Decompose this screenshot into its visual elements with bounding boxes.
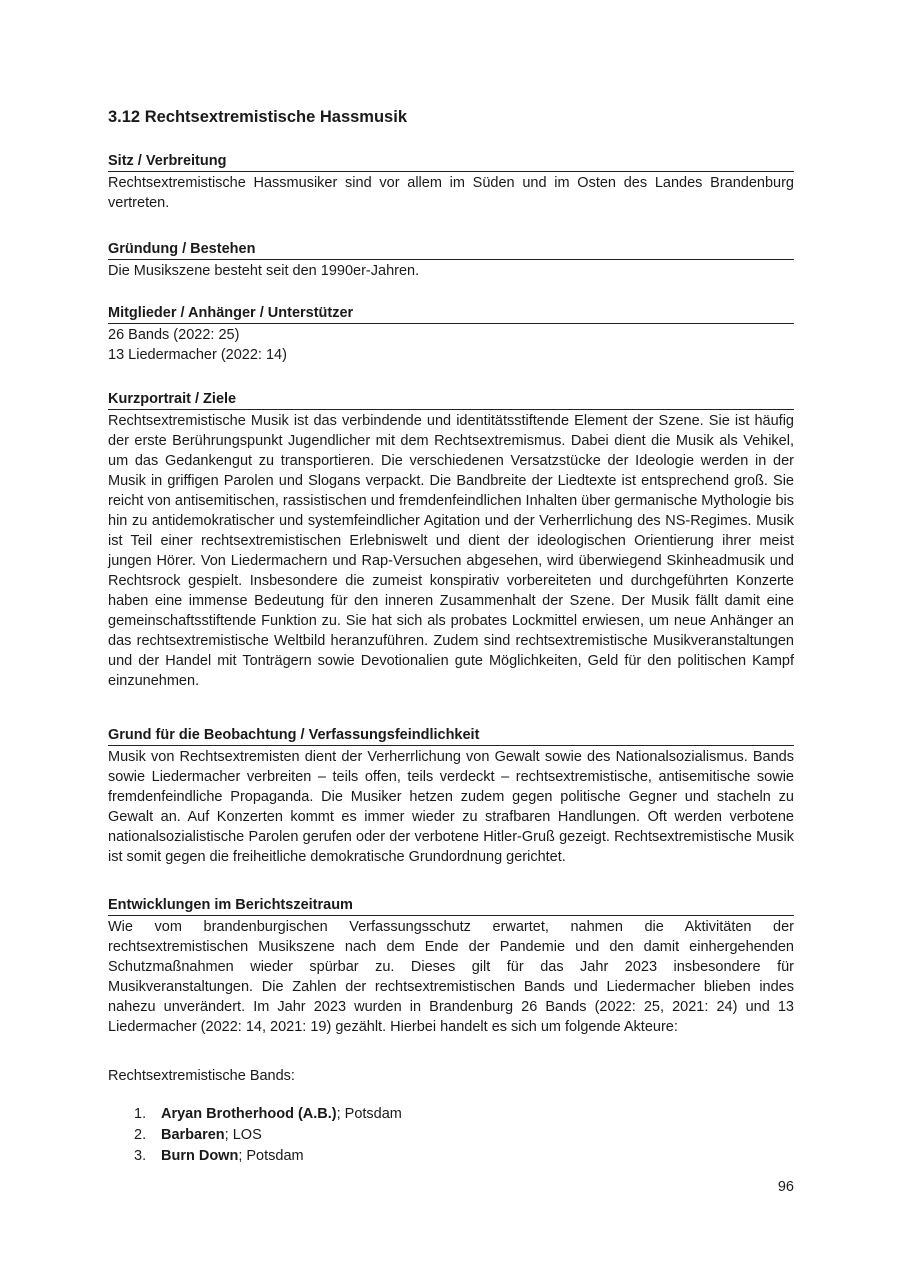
member-line: 26 Bands (2022: 25)	[108, 327, 240, 343]
section-text: Rechtsextremistische Musik ist das verbindende und identitätsstiftende Element der Szene. Sie ist häufig der erste Berührungspunkt Jugendlicher mit dem Rechtsextremismus. Dabei dient die Musik als Vehikel, um das Gedankengut zu transportieren. Die verschiedenen Versatzstücke der Ideologie werden in der Musik in griffigen Parolen und Slogans verpackt. Die Bandbreite der Liedtexte ist entsprechend groß. Sie reicht von antisemitischen, rassistischen und fremdenfeindlichen Inhalten über germanische Mythologie bis hin zu antidemokratischer und systemfeindlicher Agitation und der Verherrlichung des NS-Regimes. Musik ist Teil einer rechtsextremistischen Erlebniswelt und dient der ideologischen Orientierung ihrer meist jungen Hörer. Von Liedermachern und Rap-Versuchen abgesehen, wird überwiegend Skinheadmusik und Rechtsrock gespielt. Insbesondere die zumeist konspirativ vorbereiteten und durchgeführten Konzerte haben eine immense Bedeutung für den inneren Zusammenhalt der Szene. Der Musik fällt damit eine gemeinschaftsstiftende Funktion zu. Sie hat sich als probates Lockmittel erwiesen, um neue Anhänger an das rechtsextremistische Weltbild heranzuführen. Zudem sind rechtsextremistische Musikveranstaltungen und der Handel mit Tonträgern sowie Devotionalien gute Möglichkeiten, Geld für den politischen Kampf einzunehmen.	[108, 413, 794, 689]
bands-label: Rechtsextremistische Bands:	[108, 1068, 295, 1084]
section-gruendung	[108, 240, 794, 281]
section-mitglieder	[108, 304, 794, 365]
section-heading: Entwicklungen im Berichtszeitraum	[108, 896, 794, 916]
section-heading: Grund für die Beobachtung / Verfassungsfeindlichkeit	[108, 726, 794, 746]
band-name: Aryan Brotherhood (A.B.)	[161, 1106, 337, 1122]
section-text: Musik von Rechtsextremisten dient der Verherrlichung von Gewalt sowie des Nationalsozialismus. Bands sowie Liedermacher verbreiten – teils offen, teils verdeckt – rechtsextremistische, antisemitische sowie fremdenfeindliche Propaganda. Die Musiker hetzen zudem gegen politische Gegner und stacheln zu Gewalt an. Auf Konzerten kommt es immer wieder zu strafbaren Handlungen. Oft werden verbotene nationalsozialistische Parolen gerufen oder der verbotene Hitler-Gruß gezeigt. Rechtsextremistische Musik ist somit gegen die freiheitliche demokratische Grundordnung gerichtet.	[108, 749, 794, 865]
section-text: Wie vom brandenburgischen Verfassungsschutz erwartet, nahmen die Aktivitäten der rechtsextremistischen Musikszene nach dem Ende der Pandemie und den damit einhergehenden Schutzmaßnahmen wieder spürbar zu. Dieses gilt für das Jahr 2023 insbesondere für Musikveranstaltungen. Die Zahlen der rechtsextremistischen Bands und Liedermacher blieben indes nahezu unverändert. Im Jahr 2023 wurden in Brandenburg 26 Bands (2022: 25, 2021: 24) und 13 Liedermacher (2022: 14, 2021: 19) gezählt. Hierbei handelt es sich um folgende Akteure:	[108, 919, 794, 1035]
section-heading: Sitz / Verbreitung	[108, 152, 794, 172]
list-number: 1.	[134, 1106, 147, 1122]
member-line: 13 Liedermacher (2022: 14)	[108, 347, 287, 363]
band-list	[108, 1104, 402, 1167]
section-grund	[108, 726, 794, 867]
list-item	[108, 1104, 402, 1125]
list-number: 2.	[134, 1127, 147, 1143]
list-number: 3.	[134, 1148, 147, 1164]
section-heading: Mitglieder / Anhänger / Unterstützer	[108, 304, 794, 324]
section-heading: Gründung / Bestehen	[108, 240, 794, 260]
section-text: Die Musikszene besteht seit den 1990er-Jahren.	[108, 263, 420, 279]
page-title: 3.12 Rechtsextremistische Hassmusik	[108, 108, 407, 126]
band-place: ; LOS	[224, 1127, 262, 1143]
page-number: 96	[777, 1179, 794, 1195]
band-place: ; Potsdam	[336, 1106, 402, 1122]
band-place: ; Potsdam	[238, 1148, 304, 1164]
section-entwicklungen	[108, 896, 794, 1037]
section-text: Rechtsextremistische Hassmusiker sind vor allem im Süden und im Osten des Landes Brandenburg vertreten.	[108, 175, 794, 211]
section-kurzportrait	[108, 390, 794, 691]
section-heading: Kurzportrait / Ziele	[108, 390, 794, 410]
band-name: Barbaren	[161, 1127, 225, 1143]
band-name: Burn Down	[161, 1148, 239, 1164]
section-sitz	[108, 152, 794, 213]
list-item	[108, 1125, 402, 1146]
list-item	[108, 1146, 402, 1167]
